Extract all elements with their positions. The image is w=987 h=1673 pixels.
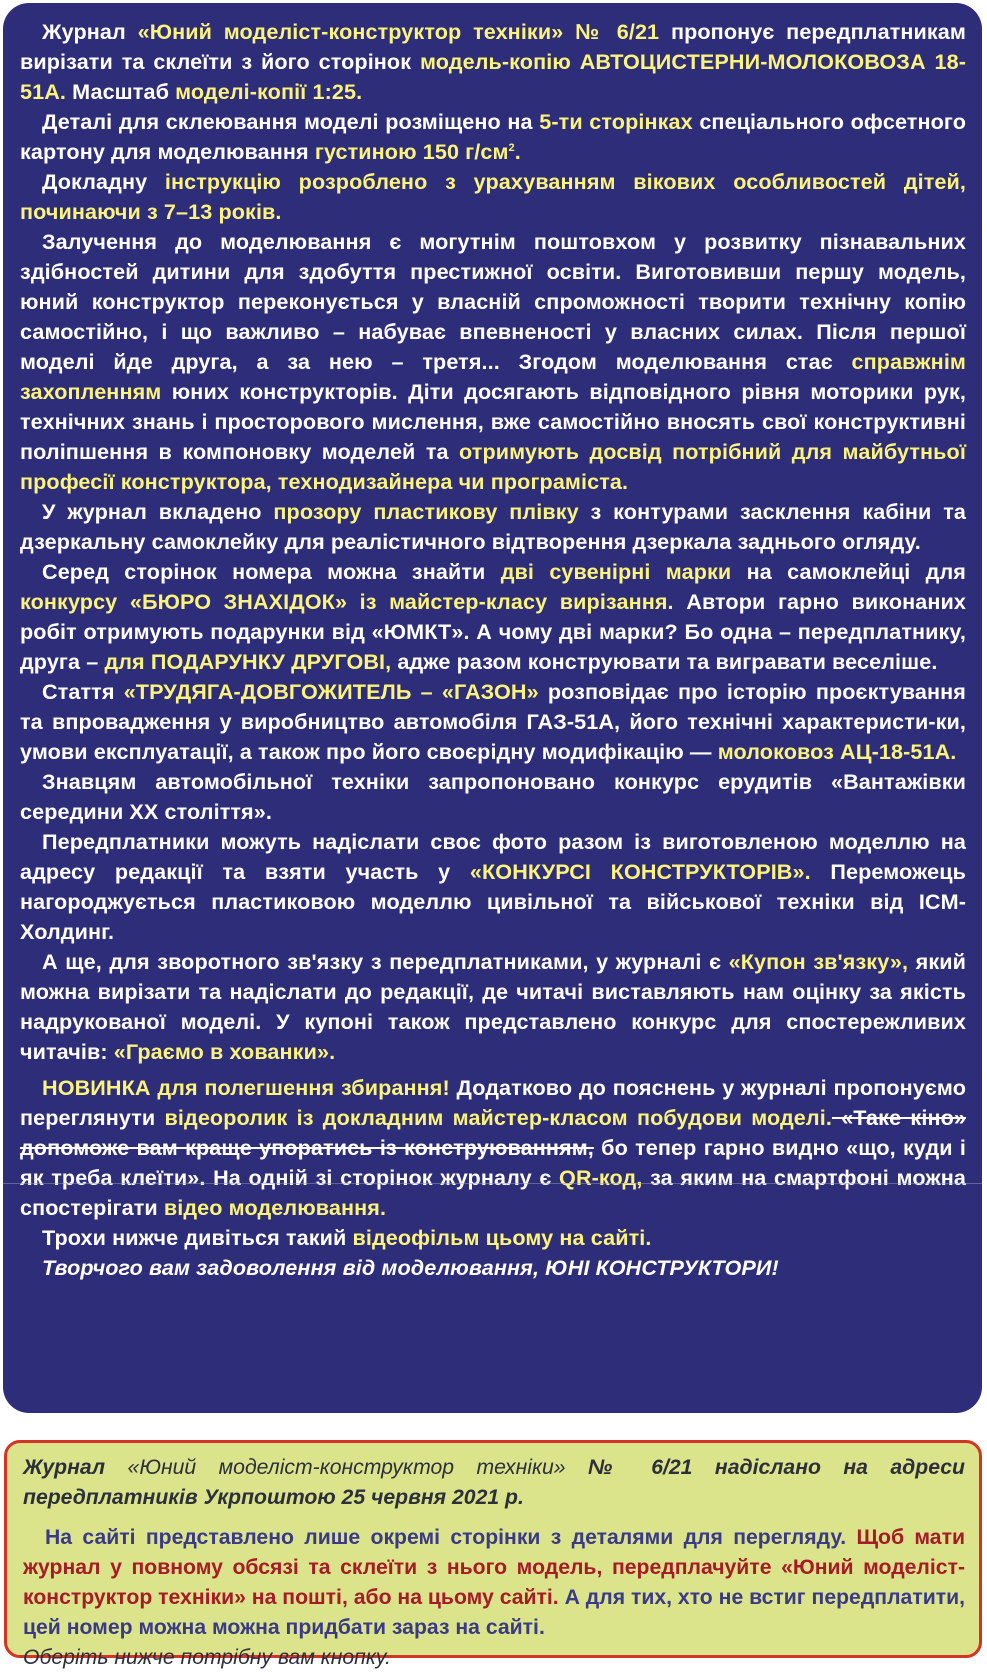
- purchase-notice: На сайті представлено лише окремі сторінки з деталями для перегляду. Щоб мати журнал у повному обсязі та склеїти з нього модель, передплачуйте «Юний моделіст-конструктор техніки» на пошті, або на цьому сайті. А для тих, хто не встиг передплатити, цей номер можна можна придбати зараз на сайті.: [23, 1526, 966, 1639]
- contest-paragraph: Передплатники можуть надіслати своє фото разом із виготовленою моделлю на адресу редакції та взяти участь у «КОНКУРСІ КОНСТРУКТОРІВ». Переможець нагороджується пластиковою моделлю цивільної та військової техніки від ICM-Холдинг.: [20, 829, 966, 944]
- section-divider: [3, 1183, 982, 1184]
- quiz-paragraph: Знавцям автомобільної техніки запропоновано конкурс ерудитів «Вантажівки середини ХХ століття».: [20, 769, 966, 824]
- coupon-paragraph: А ще, для зворотного зв'язку з передплатниками, у журналі є «Купон зв'язку», який можна вирізати та надіслати до редакції, де читачі виставляють нам оцінку за якість надрукованої моделі. У купоні також представлено конкурс для спостережливих читачів: «Граємо в хованки».: [20, 949, 966, 1064]
- intro-paragraph: Журнал «Юний моделіст-конструктор техніки» № 6/21 пропонує передплатникам вирізати та склеїти з його сторінок модель-копію АВТОЦИСТЕРНИ-МОЛОКОВОЗА 18-51А. Масштаб моделі-копії 1:25.: [20, 19, 966, 104]
- closing-paragraph: Творчого вам задоволення від моделювання, ЮНІ КОНСТРУКТОРИ!: [42, 1255, 779, 1280]
- video-paragraph: НОВИНКА для полегшення збирання! Додатково до пояснень у журналі пропонуємо переглянути відеоролик із докладним майстер-класом побудови моделі. «Таке кіно» допоможе вам краще упоратись із конструюванням, бо тепер гарно видно «що, куди і як треба клеїти». На одній зі сторінок журналу є QR-код, за яким на смартфоні можна спостерігати відео моделювання.: [20, 1075, 966, 1220]
- film-paragraph: У журнал вкладено прозору пластикову плівку з контурами засклення кабіни та дзеркальну самоклейку для реалістичного відтворення дзеркала заднього огляду.: [20, 499, 966, 554]
- choose-button-hint: Оберіть нижче потрібну вам кнопку.: [23, 1646, 391, 1669]
- instruction-paragraph: Докладну інструкцію розроблено з урахуванням вікових особливостей дітей, починаючи з 7–13 років.: [20, 169, 966, 224]
- benefits-paragraph: Залучення до моделювання є могутнім поштовхом у розвитку пізнавальних здібностей дитини для здобуття престижної освіти. Виготовивши першу модель, юний конструктор переконується у власній спроможності творити технічну копію самостійно, і що важливо – набуває впевненості у власних силах. Після першої моделі йде друга, а за нею – третя... Згодом моделювання стає справжнім захопленням юних конструкторів. Діти досягають відповідного рівня моторики рук, технічних знань і просторового мислення, вже самостійно вносять свої конструктивні поліпшення в компоновку моделей та отримують досвід потрібний для майбутньої професії конструктора, технодизайнера чи програміста.: [20, 229, 966, 494]
- subscription-notice-panel: [4, 1440, 982, 1669]
- site-video-paragraph: Трохи нижче дивіться такий відеофільм цьому на сайті.: [42, 1225, 652, 1250]
- article-paragraph: Стаття «ТРУДЯГА-ДОВГОЖИТЕЛЬ – «ГАЗОН» розповідає про історію проєктування та впровадження у виробництво автомобіля ГАЗ-51А, його технічні характеристи-ки, умови експлуатації, а також про його своєрідну модифікацію — молоковоз АЦ-18-51А.: [20, 679, 966, 764]
- parts-paragraph: Деталі для склеювання моделі розміщено на 5-ти сторінках спеціального офсетного картону для моделювання густиною 150 $г/см^2$.: [20, 109, 966, 164]
- magazine-description-panel: [3, 3, 982, 1413]
- stamps-paragraph: Серед сторінок номера можна знайти дві сувенірні марки на самоклейці для конкурсу «БЮРО ЗНАХІДОК» із майстер-класу вирізання. Автори гарно виконаних робіт отримують подарунки від «ЮМКТ». А чому дві марки? Бо одна – передплатнику, друга – для ПОДАРУНКУ ДРУГОВІ, адже разом конструювати та вигравати веселіше.: [20, 559, 966, 674]
- shipping-notice: Журнал «Юний моделіст-конструктор техніки» № 6/21 надіслано на адреси передплатників Укрпоштою 25 червня 2021 р.: [23, 1456, 965, 1509]
